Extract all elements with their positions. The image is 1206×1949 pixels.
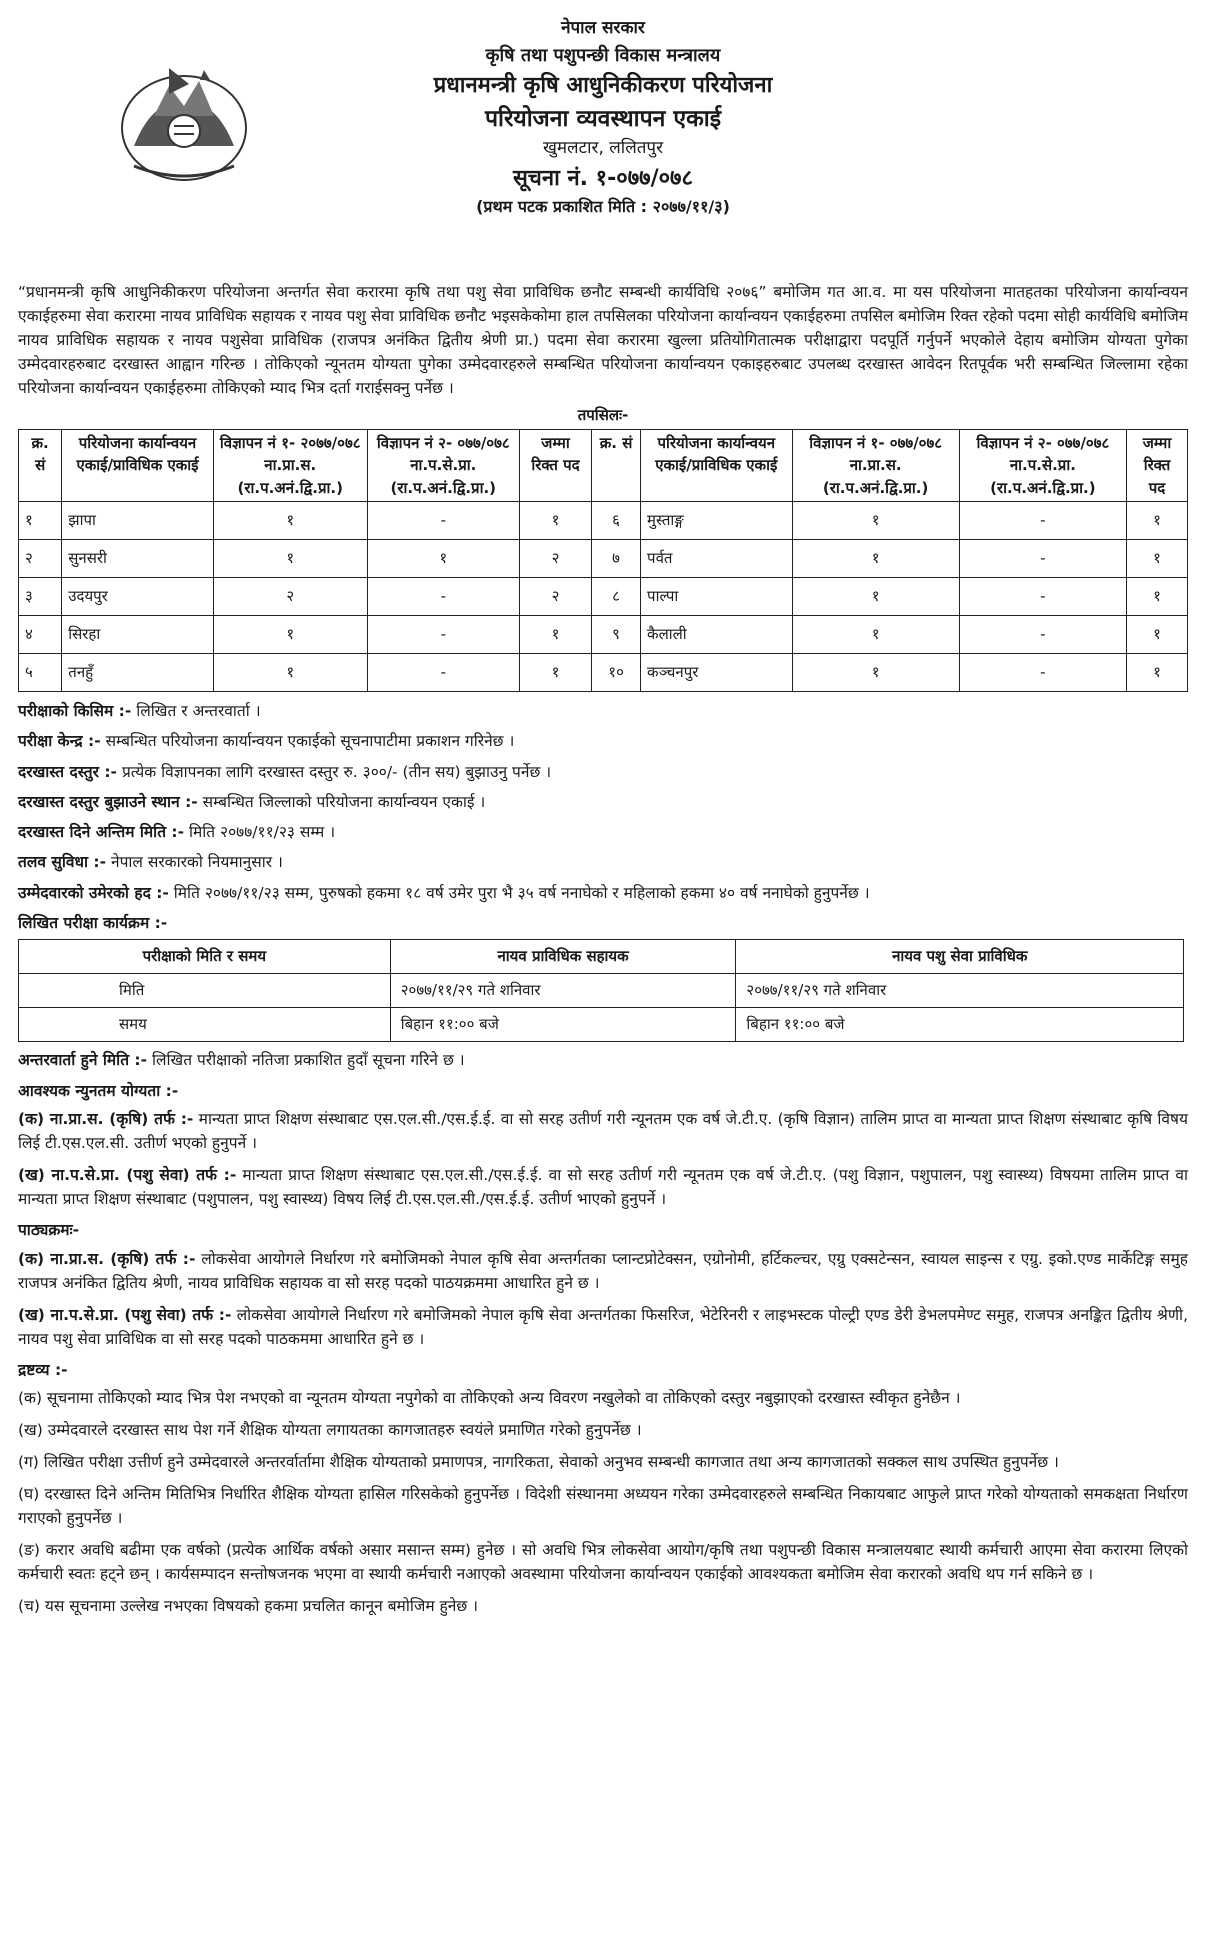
header-project: प्रधानमन्त्री कृषि आधुनिकीकरण परियोजना [433,72,773,98]
nepal-emblem-icon [114,56,254,186]
header-cell: विज्ञापन नं १- ०७७/०७८ ना.प्रा.स. (रा.प.अनं.द्वि.प्रा.) [792,429,959,502]
table-cell: १ [1127,616,1188,654]
table-cell: तनहुँ [62,654,213,692]
qualification-title: आवश्यक न्युनतम योग्यता :- [18,1082,179,1101]
syllabus-item [18,1303,1188,1351]
info-row-salary [18,851,1188,874]
table-cell: १ [213,616,367,654]
note-item: (च) यस सूचनामा उल्लेख नभएका विषयको हकमा प्रचलित कानून बमोजिम हुनेछ । [18,1597,479,1616]
table-cell: मिति [19,974,391,1008]
interview-value: लिखित परीक्षाको नतिजा प्रकाशित हुदाँ सूचना गरिने छ । [152,1051,465,1070]
qualification-item [18,1163,1188,1211]
table-cell: ६ [592,502,641,540]
table-cell: - [367,578,519,616]
table-row [19,502,1188,540]
table-cell: १ [792,578,959,616]
table-cell: ७ [592,540,641,578]
table-cell: १ [519,616,591,654]
table-cell: ९ [592,616,641,654]
syllabus-item [18,1247,1188,1295]
header-cell: जम्मा रिक्त पद [519,429,591,502]
info-row-exam-center [18,730,1188,753]
tapasil-heading: तपसिलः- [577,406,629,425]
notice-number: सूचना नं. १-०७७/०७८ [513,165,693,191]
info-value: नेपाल सरकारको नियमानुसार । [110,853,283,872]
table-cell: बिहान ११:०० बजे [390,1008,736,1042]
header-cell: विज्ञापन नं २- ०७७/०७८ ना.प.से.प्रा. (रा.प.अनं.द्वि.प्रा.) [367,429,519,502]
table-cell: सिरहा [62,616,213,654]
table-cell: २०७७/११/२९ गते शनिवार [736,974,1184,1008]
header-cell: नायव पशु सेवा प्राविधिक [736,940,1184,974]
table-cell: - [959,578,1126,616]
table-cell: २०७७/११/२९ गते शनिवार [390,974,736,1008]
header-ministry: कृषि तथा पशुपन्छी विकास मन्त्रालय [485,44,721,66]
table-row [19,578,1188,616]
qualification-item [18,1107,1188,1155]
table-cell: - [367,654,519,692]
syllabus-title: पाठ्यक्रमः- [18,1221,80,1240]
table-row [19,1008,1184,1042]
qualification-text: मान्यता प्राप्त शिक्षण संस्थाबाट एस.एल.सी./एस.ई.ई. वा सो सरह उतीर्ण गरी न्यूनतम एक वर्ष जे.टी.ए. (कृषि विज्ञान) तालिम प्राप्त वा मान्यता प्राप्त शिक्षण संस्थाबाट कृषि विषय लिई टी.एस.एल.सी. उतीर्ण भएको हुनुपर्ने । [18,1110,1188,1153]
table-cell: १ [1127,578,1188,616]
table-cell: २ [519,578,591,616]
note-item: (ख) उम्मेदवारले दरखास्त साथ पेश गर्ने शैक्षिक योग्यता लगायतका कागजातहरु स्वयंले प्रमाणित गरेको हुनुपर्नेछ । [18,1420,642,1439]
notes-title: द्रष्टव्य :- [18,1360,68,1379]
table-cell: १ [1127,502,1188,540]
note-item: (क) सूचनामा तोकिएको म्याद भित्र पेश नभएको वा न्यूनतम योग्यता नपुगेको वा तोकिएको अन्य विवरण नखुलेको वा तोकिएको दस्तुर नबुझाएको दरखास्त स्वीकृत हुनेछैन । [18,1388,961,1407]
table-cell: १ [19,502,62,540]
info-row-fee-place [18,791,1188,814]
header-unit: परियोजना व्यवस्थापन एकाई [484,105,722,132]
info-label: परीक्षाको किसिम :- [18,702,132,721]
table-cell: १ [213,540,367,578]
header-cell: जम्मा रिक्त पद [1127,429,1188,502]
syllabus-text: लोकसेवा आयोगले निर्धारण गरे बमोजिमको नेपाल कृषि सेवा अन्तर्गतका प्लान्टप्रोटेक्सन, एग्रोनोमी, हर्टिकल्चर, एग्रु एक्सटेन्सन, स्वायल साइन्स र एग्रु. इको.एण्ड मार्केटिङ्ग समुह राजपत्र अनंकित द्वितिय श्रेणी, नायव प्राविधिक सहायक वा सो सरह पदको पाठयक्रममा आधारित हुने छ । [18,1249,1188,1292]
info-value: मिति २०७७/११/२३ सम्म । [189,823,336,842]
header-cell: क्र. सं [592,429,641,502]
note-item: (ङ) करार अवधि बढीमा एक वर्षको (प्रत्येक आर्थिक वर्षको असार मसान्त सम्म) हुनेछ । सो अवधि भित्र लोकसेवा आयोग/कृषि तथा पशुपन्छी विकास मन्त्रालयबाट स्थायी कर्मचारी आएमा सेवा करारमा लिएको कर्मचारी स्वतः हट्ने छन् । कार्यसम्पादन सन्तोषजनक भएमा वा स्थायी कर्मचारी नआएको अवस्थामा परियोजना कार्यान्वयन एकाईको आवश्यकता बमोजिम सेवा करारको अवधि थप गर्न सकिने छ । [18,1541,1188,1584]
table-cell: - [367,502,519,540]
info-label: दरखास्त दिने अन्तिम मिति :- [18,823,185,842]
table-cell: सुनसरी [62,540,213,578]
header-government: नेपाल सरकार [561,18,645,38]
info-value: सम्बन्धित परियोजना कार्यान्वयन एकाईको सूचनापाटीमा प्रकाशन गरिनेछ । [105,732,515,751]
notice-header [18,16,1188,278]
header-cell: परियोजना कार्यान्वयन एकाई/प्राविधिक एकाई [641,429,792,502]
table-cell: ३ [19,578,62,616]
notes-section [18,1359,1188,1618]
info-label: उम्मेदवारको उमेरको हद :- [18,883,169,902]
header-cell: परीक्षाको मिति र समय [19,940,391,974]
table-cell: १० [592,654,641,692]
table-cell: ८ [592,578,641,616]
info-row-deadline [18,821,1188,844]
table-row [19,654,1188,692]
header-cell: क्र. सं [19,429,62,502]
table-cell: २ [19,540,62,578]
table-cell: १ [792,616,959,654]
qualification-label: (क) ना.प्रा.स. (कृषि) तर्फ :- [18,1110,194,1129]
intro-paragraph: “प्रधानमन्त्री कृषि आधुनिकीकरण परियोजना अन्तर्गत सेवा करारमा कृषि तथा पशु सेवा प्राविधिक छनौट सम्बन्धी कार्यविधि २०७६” बमोजिम गत आ.व. मा यस परियोजना मातहतका परियोजना कार्यान्वयन एकाईहरुमा सेवा करारमा नायव प्राविधिक सहायक र नायव पशु सेवा प्राविधिक छनौट भइसकेकोमा हाल तपसिलका परियोजना कार्यान्वयन एकाईहरुमा तपसिल बमोजिम रिक्त रहेको पदमा सोही कार्यविधि बमोजिम नायव प्राविधिक सहायक र नायव पशुसेवा प्राविधिक (राजपत्र अनंकित द्वितीय श्रेणी प्रा.) पदमा सेवा करारमा खुल्ला प्रतियोगितात्मक परीक्षाद्वारा पदपूर्ति गर्नुपर्ने भएकोले देहाय बमोजिम योग्यता पुगेका उम्मेदवारहरुबाट दरखास्त आह्वान गरिन्छ । तोकिएको न्यूनतम योग्यता पुगेका उम्मेदवारहरुले सम्बन्धित परियोजना कार्यान्वयन एकाइहरुबाट उपलब्ध दरखास्त आवेदन रितपूर्वक भरी सम्बन्धित जिल्लामा रहेका परियोजना कार्यान्वयन एकाईहरुमा तोकिएको म्याद भित्र दर्ता गराईसक्नु पर्नेछ । [18,283,1188,398]
table-cell: पाल्पा [641,578,792,616]
table-cell: - [959,502,1126,540]
info-row-exam-type [18,700,1188,723]
exam-info [18,700,1188,905]
info-value: लिखित र अन्तरवार्ता । [136,702,261,721]
table-cell: १ [519,502,591,540]
table-cell: १ [213,654,367,692]
syllabus-label: (क) ना.प्रा.स. (कृषि) तर्फ :- [18,1249,196,1268]
header-cell: विज्ञापन नं १- २०७७/०७८ ना.प्रा.स. (रा.प.अनं.द्वि.प्रा.) [213,429,367,502]
table-cell: १ [367,540,519,578]
published-date: (प्रथम पटक प्रकाशित मिति : २०७७/११/३) [476,196,730,216]
info-label: दरखास्त दस्तुर बुझाउने स्थान :- [18,792,198,811]
table-cell: २ [519,540,591,578]
info-row-fee [18,761,1188,784]
info-label: दरखास्त दस्तुर :- [18,762,117,781]
table-cell: कैलाली [641,616,792,654]
table-cell: उदयपुर [62,578,213,616]
table-cell: १ [519,654,591,692]
interview-info [18,1048,1188,1072]
table-cell: १ [1127,540,1188,578]
table-row [19,616,1188,654]
qualification-label: (ख) ना.प.से.प्रा. (पशु सेवा) तर्फ :- [18,1166,237,1185]
table-cell: १ [213,502,367,540]
table-cell: - [959,540,1126,578]
header-cell: विज्ञापन नं २- ०७७/०७८ ना.प.से.प्रा. (रा.प.अनं.द्वि.प्रा.) [959,429,1126,502]
syllabus-text: लोकसेवा आयोगले निर्धारण गरे बमोजिमको नेपाल कृषि सेवा अन्तर्गतका फिसरिज, भेटेरिनरी र लाइभस्टक पोल्ट्री एण्ड डेरी डेभलपमेण्ट समुह, राजपत्र अनङ्कित द्वितीय श्रेणी, नायव पशु सेवा प्राविधिक वा सो सरह पदको पाठकममा आधारित हुने छ । [18,1305,1188,1348]
info-label: परीक्षा केन्द्र :- [18,732,101,751]
header-cell: नायव प्राविधिक सहायक [390,940,736,974]
table-cell: झापा [62,502,213,540]
exam-schedule-title: लिखित परीक्षा कार्यक्रम :- [18,913,168,932]
vacancy-table [18,429,1188,693]
table-cell: १ [792,654,959,692]
qualification-text: मान्यता प्राप्त शिक्षण संस्थाबाट एस.एल.सी./एस.ई.ई. वा सो सरह उतीर्ण गरी न्यूनतम एक वर्ष जे.टी.ए. (पशु विज्ञान, पशुपालन, पशु स्वास्थ्य) विषयमा तालिम प्राप्त वा मान्यता प्राप्त शिक्षण संस्थाबाट (पशुपालन, पशु स्वास्थ्य) विषय लिई टी.एस.एल.सी./एस.ई.ई. उतीर्ण भाएको हुनुपर्ने । [18,1166,1189,1209]
table-cell: १ [792,502,959,540]
interview-label: अन्तरवार्ता हुने मिति :- [18,1051,148,1070]
table-row [19,540,1188,578]
exam-table-header [19,940,1184,974]
info-label: तलव सुविधा :- [18,853,107,872]
info-value: प्रत्येक विज्ञापनका लागि दरखास्त दस्तुर रु. ३००/- (तीन सय) बुझाउनु पर्नेछ । [121,762,552,781]
table-cell: ४ [19,616,62,654]
syllabus-label: (ख) ना.प.से.प्रा. (पशु सेवा) तर्फ :- [18,1305,232,1324]
header-cell: परियोजना कार्यान्वयन एकाई/प्राविधिक एकाई [62,429,213,502]
table-cell: - [367,616,519,654]
table-cell: १ [1127,654,1188,692]
table-cell: मुस्ताङ्ग [641,502,792,540]
table-cell: २ [213,578,367,616]
exam-schedule-table [18,939,1184,1042]
table-row [19,974,1184,1008]
info-row-age-limit [18,882,1188,905]
table-cell: - [959,616,1126,654]
header-address: खुमलटार, ललितपुर [542,138,664,158]
table-cell: कञ्चनपुर [641,654,792,692]
table-cell: समय [19,1008,391,1042]
table-cell: १ [792,540,959,578]
table-cell: - [959,654,1126,692]
table-cell: बिहान ११:०० बजे [736,1008,1184,1042]
table-cell: ५ [19,654,62,692]
vacancy-table-header [19,429,1188,502]
note-item: (ग) लिखित परीक्षा उत्तीर्ण हुने उम्मेदवारले अन्तरर्वार्तामा शैक्षिक योग्यताको प्रमाणपत्र, नागरिकता, सेवाको अनुभव सम्बन्धी कागजात तथा अन्य कागजातको सक्कल साथ उपस्थित हुनुपर्नेछ । [18,1453,1059,1471]
info-value: सम्बन्धित जिल्लाको परियोजना कार्यान्वयन एकाई । [202,792,486,811]
note-item: (घ) दरखास्त दिने अन्तिम मितिभित्र निर्धारित शैक्षिक योग्यता हासिल गरिसकेको हुनुपर्नेछ । विदेशी संस्थानमा अध्ययन गरेका उम्मेदवारहरुले सम्बन्धित निकायबाट आफुले प्राप्त गरेको योग्यताको समकक्षता निर्धारण गराएको हुनुपर्नेछ । [18,1485,1188,1528]
info-value: मिति २०७७/११/२३ सम्म, पुरुषको हकमा १८ वर्ष उमेर पुरा भै ३५ वर्ष ननाघेको र महिलाको हकमा ४० वर्ष ननाघेको हुनुपर्नेछ । [173,883,870,902]
table-cell: पर्वत [641,540,792,578]
